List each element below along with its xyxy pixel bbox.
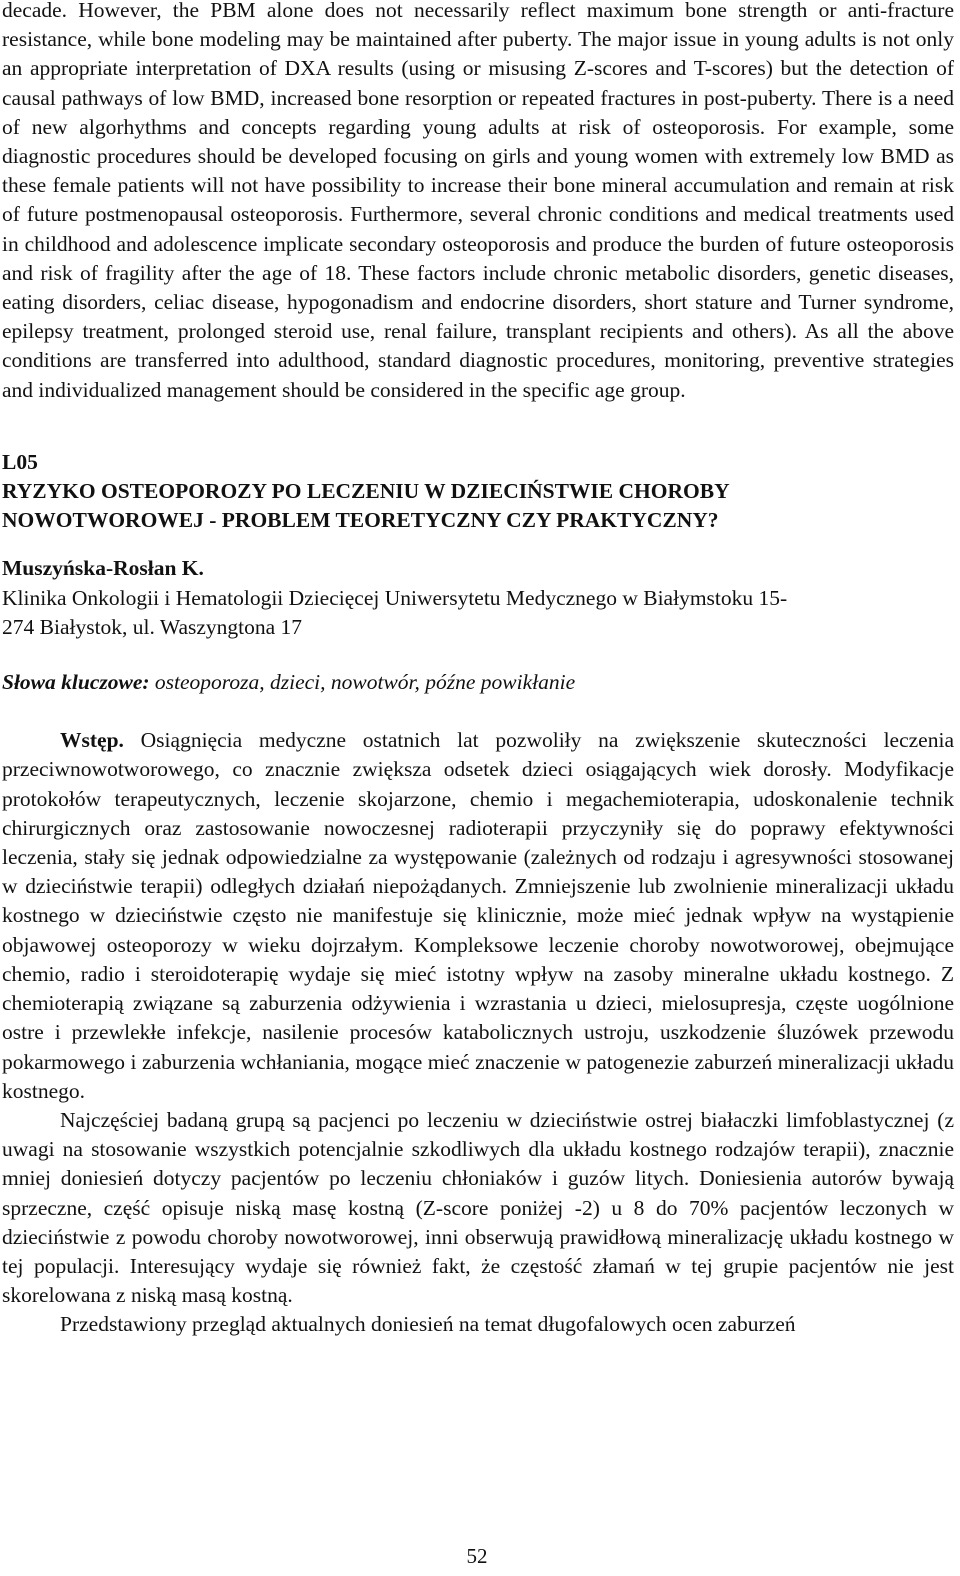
keywords <box>2 668 954 697</box>
abstract-title-line-2: NOWOTWOROWEJ - PROBLEM TEORETYCZNY CZY PRAKTYCZNY? <box>2 508 719 533</box>
introduction-paragraph <box>2 726 954 1106</box>
keywords-values: osteoporoza, dzieci, nowotwór, późne powikłanie <box>154 670 576 695</box>
body-paragraph-2: Najczęściej badaną grupą są pacjenci po leczeniu w dzieciństwie ostrej białaczki limfoblastycznej (z uwagi na stosowanie wszystkich potencjalnie szkodliwych dla układu kostnego rodzajów terapii), znacznie mniej doniesień dotyczy pacjentów po leczeniu chłoniaków i guzów litych. Doniesienia autorów bywają sprzeczne, część opisuje niską masę kostną (Z-score poniżej -2) u 8 do 70% pacjentów leczonych w dzieciństwie z powodu choroby nowotworowej, inni obserwują prawidłową mineralizację układu kostnego w tej populacji. Interesujący wydaje się również fakt, że częstość złamań w tej grupie pacjentów nie jest skorelowana z niską masą kostną. <box>2 1107 954 1308</box>
abstract-title <box>2 477 954 535</box>
introduction-heading: Wstęp. <box>60 728 124 753</box>
author-names: Muszyńska-Rosłan K. <box>2 556 204 581</box>
keywords-label: Słowa kluczowe: <box>2 670 150 695</box>
affiliation-line-2: 274 Białystok, ul. Waszyngtona 17 <box>2 614 303 639</box>
page-number: 52 <box>466 1544 488 1568</box>
affiliation <box>2 584 954 642</box>
affiliation-line-1: Klinika Onkologii i Hematologii Dziecięcej Uniwersytetu Medycznego w Białymstoku 15- <box>2 585 788 610</box>
abstract-code: L05 <box>2 449 38 474</box>
continuation-paragraph: decade. However, the PBM alone does not necessarily reflect maximum bone strength or anti-fracture resistance, while bone modeling may be maintained after puberty. The major issue in young adults is not only an appropriate interpretation of DXA results (using or misusing Z-scores and T-scores) but the detection of causal pathways of low BMD, increased bone resorption or repeated fractures in post-puberty. There is a need of new algorhythms and concepts regarding young adults at risk of osteoporosis. For example, some diagnostic procedures should be developed focusing on girls and young women with extremely low BMD as these female patients will not have possibility to increase their bone mineral accumulation and remain at risk of future postmenopausal osteoporosis. Furthermore, several chronic conditions and medical treatments used in childhood and adolescence implicate secondary osteoporosis and produce the burden of future osteoporosis and risk of fragility after the age of 18. These factors include chronic metabolic disorders, genetic diseases, eating disorders, celiac disease, hypogonadism and endocrine disorders, short stature and Turner syndrome, epilepsy treatment, prolonged steroid use, renal failure, transplant recipients and others). As all the above conditions are transferred into adulthood, standard diagnostic procedures, monitoring, preventive strategies and individualized management should be considered in the specific age group. <box>2 0 954 402</box>
body-paragraph-3: Przedstawiony przegląd aktualnych doniesień na temat długofalowych ocen zaburzeń <box>60 1312 796 1337</box>
document-page <box>2 0 954 1340</box>
introduction-text: Osiągnięcia medyczne ostatnich lat pozwoliły na zwiększenie skuteczności leczenia przeciwnowotworowego, co znacznie zwiększa odsetek dzieci osiągających wiek dorosły. Modyfikacje protokołów terapeutycznych, leczenie skojarzone, chemio i megachemioterapia, udoskonalenie technik chirurgicznych oraz zastosowanie nowoczesnej radioterapii przyczyniły się do poprawy efektywności leczenia, stały się jednak odpowiedzialne za występowanie (zależnych od rodzaju i agresywności stosowanej w dzieciństwie terapii) odległych działań niepożądanych. Zmniejszenie lub zwolnienie mineralizacji układu kostnego w dzieciństwie często nie manifestuje się klinicznie, może mieć jednak wpływ na wystąpienie objawowej osteoporozy w wieku dojrzałym. Kompleksowe leczenie choroby nowotworowej, obejmujące chemio, radio i steroidoterapię wydaje się mieć istotny wpływ na zasoby mineralne układu kostnego. Z chemioterapią związane są zaburzenia odżywienia i wzrastania u dzieci, mielosupresja, częste uogólnione ostre i przewlekłe infekcje, nasilenie procesów katabolicznych ustroju, uszkodzenie śluzówek przewodu pokarmowego i zaburzenia wchłaniania, mogące mieć znaczenie w patogenezie zaburzeń mineralizacji układu kostnego. <box>2 728 954 1103</box>
abstract-title-line-1: RYZYKO OSTEOPOROZY PO LECZENIU W DZIECIŃSTWIE CHOROBY <box>2 479 730 504</box>
